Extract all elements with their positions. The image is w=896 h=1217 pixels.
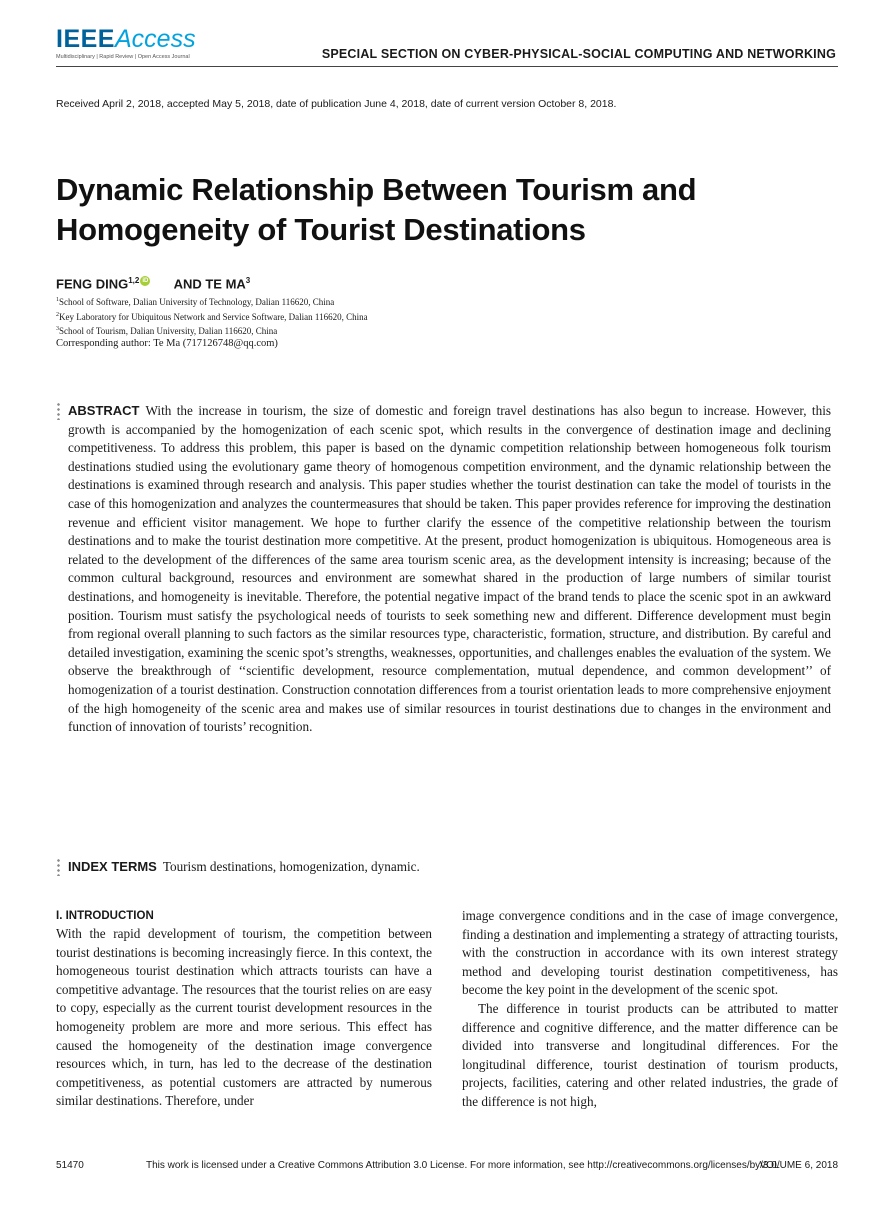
- body-column-left: [56, 907, 432, 1111]
- logo-tagline: Multidisciplinary | Rapid Review | Open Access Journal: [56, 54, 190, 60]
- page-number: 51470: [56, 1160, 84, 1171]
- corresponding-author: Corresponding author: Te Ma (717126748@qq.com): [56, 338, 278, 349]
- index-terms-block: [68, 858, 831, 876]
- index-terms-text: Tourism destinations, homogenization, dynamic.: [162, 859, 420, 874]
- special-section-title: SPECIAL SECTION ON CYBER-PHYSICAL-SOCIAL COMPUTING AND NETWORKING: [321, 47, 836, 61]
- logo-access-text: Access: [114, 25, 196, 53]
- author-name: AND TE MA: [173, 276, 246, 292]
- received-dates: Received April 2, 2018, accepted May 5, 2018, date of publication June 4, 2018, date of current version October 8, 2018.: [56, 98, 617, 110]
- author-affiliation-sup: 3: [245, 276, 251, 285]
- abstract-label: ABSTRACT: [68, 403, 140, 418]
- body-paragraph: The difference in tourist products can be attributed to matter difference and cognitive difference, and the matter difference can be divided into transverse and longitudinal differences. For the longitudinal difference, tourist destination of tourism products, projects, facilities, catering and other related industries, the grade of the difference is not high,: [462, 1000, 838, 1109]
- logo-ieee-text: IEEE: [56, 25, 115, 53]
- abstract-block: [68, 402, 831, 737]
- abstract-text: With the increase in tourism, the size of domestic and foreign travel destinations has also begun to increase. However, this growth is accompanied by the homogenization of each scenic spot, which results in the convergence of destination image and declining competitiveness. To address this problem, this paper is based on the dynamic competition relationship between homogeneous folk tourism destinations studied using the evolutionary game theory of homogenous competition environment, and the dynamic relationship between the destinations is examined through research and analysis. This paper studies whether the tourist destination can take the model of tourists in the case of this homogenization and analyzes the countermeasures that should be taken. This paper provides reference for improving the destination revenue and efficient visitor management. We hope to further clarify the essence of the competitive relationship between the tourism destinations and to make the tourist destination more competitive. At the present, product homogenization is ubiquitous. Homogeneous area is related to the development of the differences of the same area tourism scenic area, as the development intensity is increasing; because of the common cultural background, resources and environment are somewhat shared in the production of large numbers of similar tourist destinations, and homogeneity is inevitable. Therefore, the potential negative impact of the brand tends to place the scenic spot in an awkward position. Tourism must satisfy the psychological needs of tourists to seek something new and different. Difference development must begin from regional overall planning to such factors as the similar resources type, characteristic, formation, structure, and distribution. By careful and detailed investigation, examining the scenic spot’s strengths, weaknesses, opportunities, and challenges enables the evaluation of the system. We observe the breakthrough of ‘‘scientific development, resource complementation, mutual dependence, and common development’’ of homogenization of a tourist destination. Construction connotation differences from a tourist orientation leads to more comprehensive enjoyment of the high homogeneity of the scenic area and makes use of similar resources in tourist destinations due to changes in the environment and function of innovation of tourists’ recognition.: [68, 403, 831, 735]
- body-paragraph: image convergence conditions and in the case of image convergence, finding a destination and implementing a strategy of attracting tourists, with the construction in accordance with its own interest strategy method and developing tourist destination competitiveness, has become the key point in the development of the scenic spot.: [462, 908, 838, 998]
- header-divider: [56, 66, 838, 67]
- paper-title-line2: Homogeneity of Tourist Destinations: [56, 212, 586, 247]
- index-terms-dot-marker: [56, 858, 61, 876]
- paper-title-line1: Dynamic Relationship Between Tourism and: [56, 172, 697, 207]
- license-notice[interactable]: This work is licensed under a Creative Commons Attribution 3.0 License. For more information, see http://creativecommons.org/licenses/by/3.0/: [146, 1160, 780, 1171]
- author-name: FENG DING: [56, 276, 129, 292]
- orcid-icon[interactable]: iD: [142, 278, 149, 284]
- affiliation-item: $^3$School of Tourism, Dalian University, Dalian 116620, China: [56, 326, 278, 336]
- section-heading: I. INTRODUCTION: [56, 910, 154, 922]
- affiliations: [56, 294, 368, 338]
- index-terms-label: INDEX TERMS: [68, 859, 157, 874]
- abstract-dot-marker: [56, 402, 61, 420]
- paper-title: [56, 170, 836, 250]
- author-list: [56, 276, 250, 291]
- body-paragraph: With the rapid development of tourism, the competition between tourist destinations is becoming increasingly fierce. In this context, the homogeneous tourist destination which attracts tourists can have a competitive advantage. The resources that the tourist relies on are easy to copy, especially as the current tourist development resources in the homogeneity problem are more and more serious. This effect has caused the homogeneity of the destination image convergence resources which, in turn, has led to the decrease of the destination competitiveness, as potential customers are attracted by numerous similar destinations. Therefore, under: [56, 926, 432, 1109]
- volume-info: VOLUME 6, 2018: [759, 1160, 838, 1171]
- affiliation-item: $^2$Key Laboratory for Ubiquitous Network and Service Software, Dalian 116620, China: [56, 311, 368, 322]
- body-column-right: [462, 907, 838, 1112]
- affiliation-item: $^1$School of Software, Dalian University of Technology, Dalian 116620, China: [56, 297, 335, 307]
- ieee-access-logo[interactable]: [56, 26, 196, 60]
- author-affiliation-sup: 1,2: [128, 276, 140, 285]
